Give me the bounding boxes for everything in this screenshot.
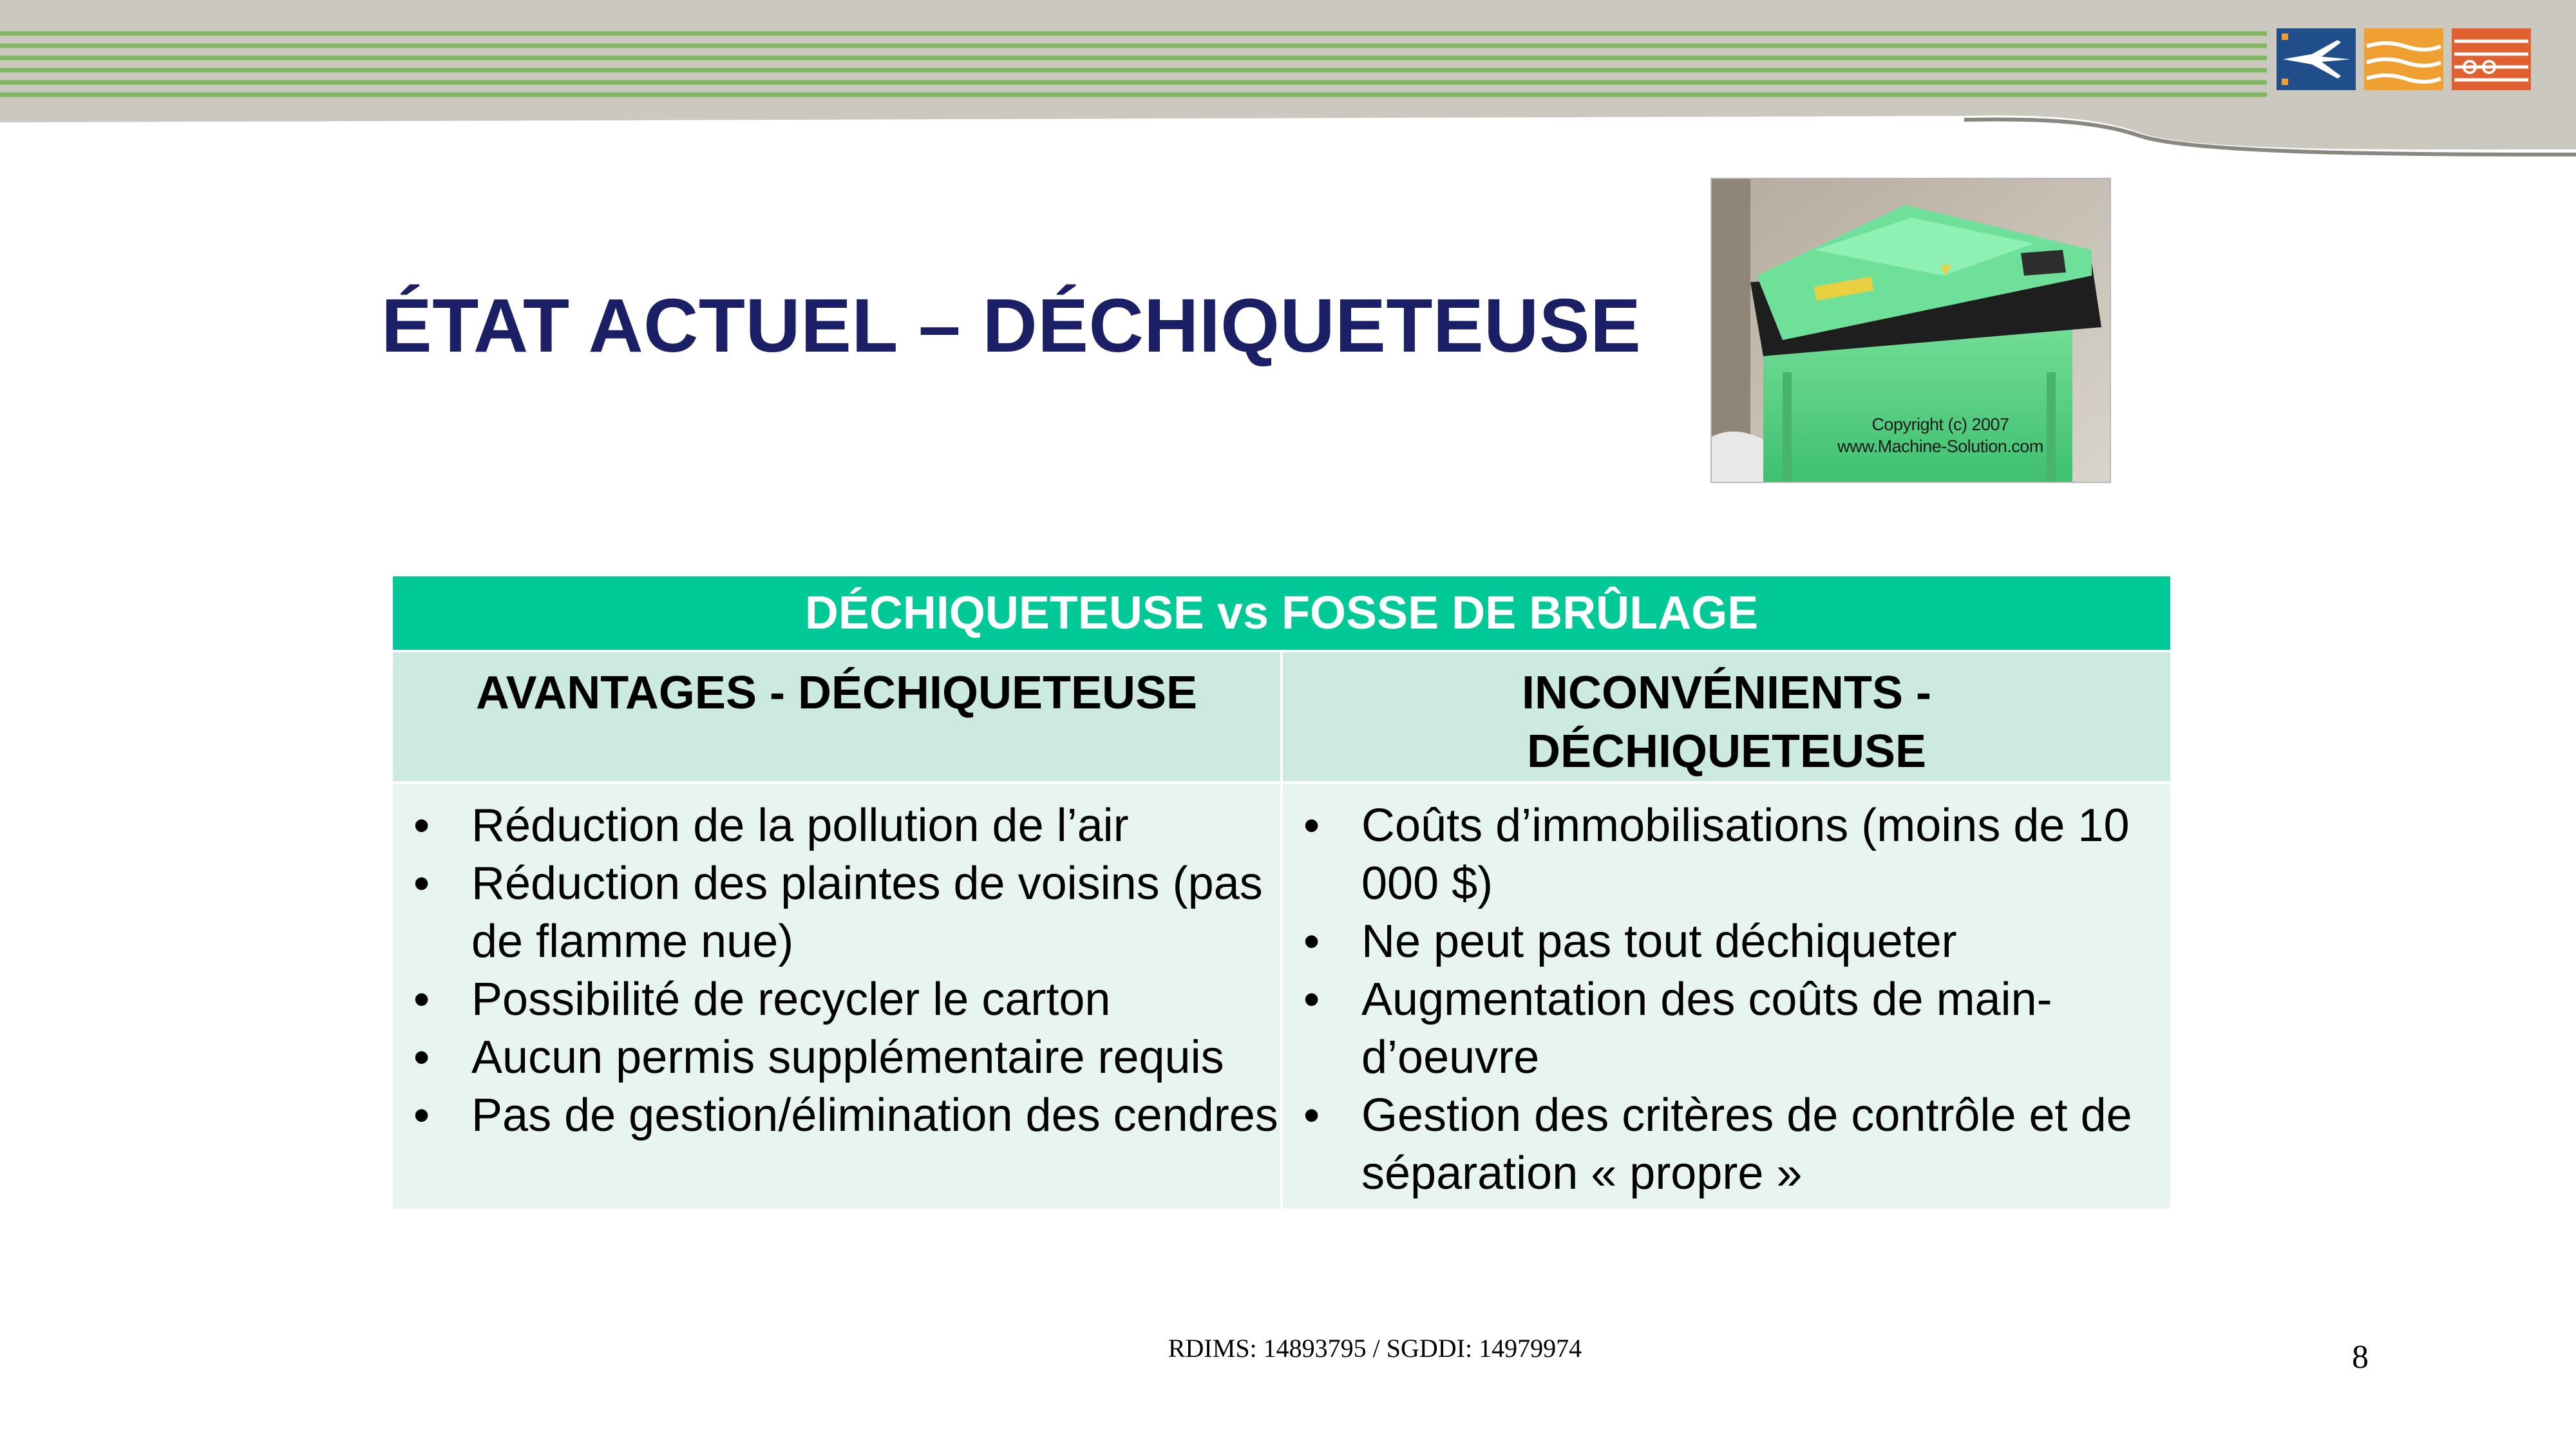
photo-caption-line2: www.Machine-Solution.com — [1837, 437, 2043, 456]
disadvantages-heading-line1: INCONVÉNIENTS - — [1521, 667, 1932, 719]
bullet: • — [1303, 916, 1320, 967]
bullet: • — [413, 1090, 430, 1141]
disadvantage-text: Ne peut pas tout déchiqueter — [1361, 916, 1957, 967]
bullet: • — [1303, 800, 1320, 851]
advantage-text: Aucun permis supplémentaire requis — [471, 1032, 1224, 1083]
photo-copyright-caption — [1805, 413, 2076, 457]
advantages-heading — [393, 652, 1280, 781]
disadvantage-text: Gestion des critères de contrôle et de séparation « propre » — [1361, 1090, 2132, 1199]
advantage-text: Réduction des plaintes de voisins (pas de flamme nue) — [471, 858, 1263, 967]
bullet: • — [1303, 1090, 1320, 1141]
agency-logo — [2277, 27, 2531, 91]
slide-title: ÉTAT ACTUEL – DÉCHIQUETEUSE — [381, 283, 1642, 368]
disadvantages-list — [1283, 784, 2170, 1202]
document-reference: RDIMS: 14893795 / SGDDI: 14979974 — [1168, 1334, 1582, 1363]
bullet: • — [1303, 974, 1320, 1025]
photo-caption-line1: Copyright (c) 2007 — [1871, 415, 2009, 434]
list-item — [393, 855, 1280, 971]
disadvantage-text: Augmentation des coûts de main-d’oeuvre — [1361, 974, 2052, 1083]
advantages-heading-text: AVANTAGES - DÉCHIQUETEUSE — [475, 667, 1198, 719]
advantages-list — [393, 784, 1280, 1144]
bullet: • — [413, 974, 430, 1025]
table-header: DÉCHIQUETEUSE vs FOSSE DE BRÛLAGE — [393, 576, 2170, 650]
list-item — [1283, 913, 2170, 971]
comparison-table — [390, 574, 2173, 1211]
bullet: • — [413, 800, 430, 851]
list-item — [393, 1086, 1280, 1144]
header-band — [0, 0, 2576, 161]
list-item — [1283, 797, 2170, 913]
list-item — [393, 1028, 1280, 1086]
list-item — [393, 971, 1280, 1028]
disadvantages-heading-line2: DÉCHIQUETEUSE — [1526, 726, 1927, 777]
advantage-text: Réduction de la pollution de l’air — [471, 800, 1129, 851]
disadvantages-cell — [1283, 784, 2170, 1209]
advantage-text: Pas de gestion/élimination des cendres — [471, 1090, 1278, 1141]
bullet: • — [413, 1032, 430, 1083]
list-item — [1283, 971, 2170, 1086]
advantage-text: Possibilité de recycler le carton — [471, 974, 1111, 1025]
bullet: • — [413, 858, 430, 909]
advantages-cell — [393, 784, 1280, 1209]
disadvantages-heading — [1283, 652, 2170, 781]
list-item — [393, 797, 1280, 855]
shredder-photo — [1710, 178, 2111, 483]
disadvantage-text: Coûts d’immobilisations (moins de 10 000 $) — [1361, 800, 2130, 909]
list-item — [1283, 1086, 2170, 1202]
page-number: 8 — [2352, 1339, 2369, 1376]
